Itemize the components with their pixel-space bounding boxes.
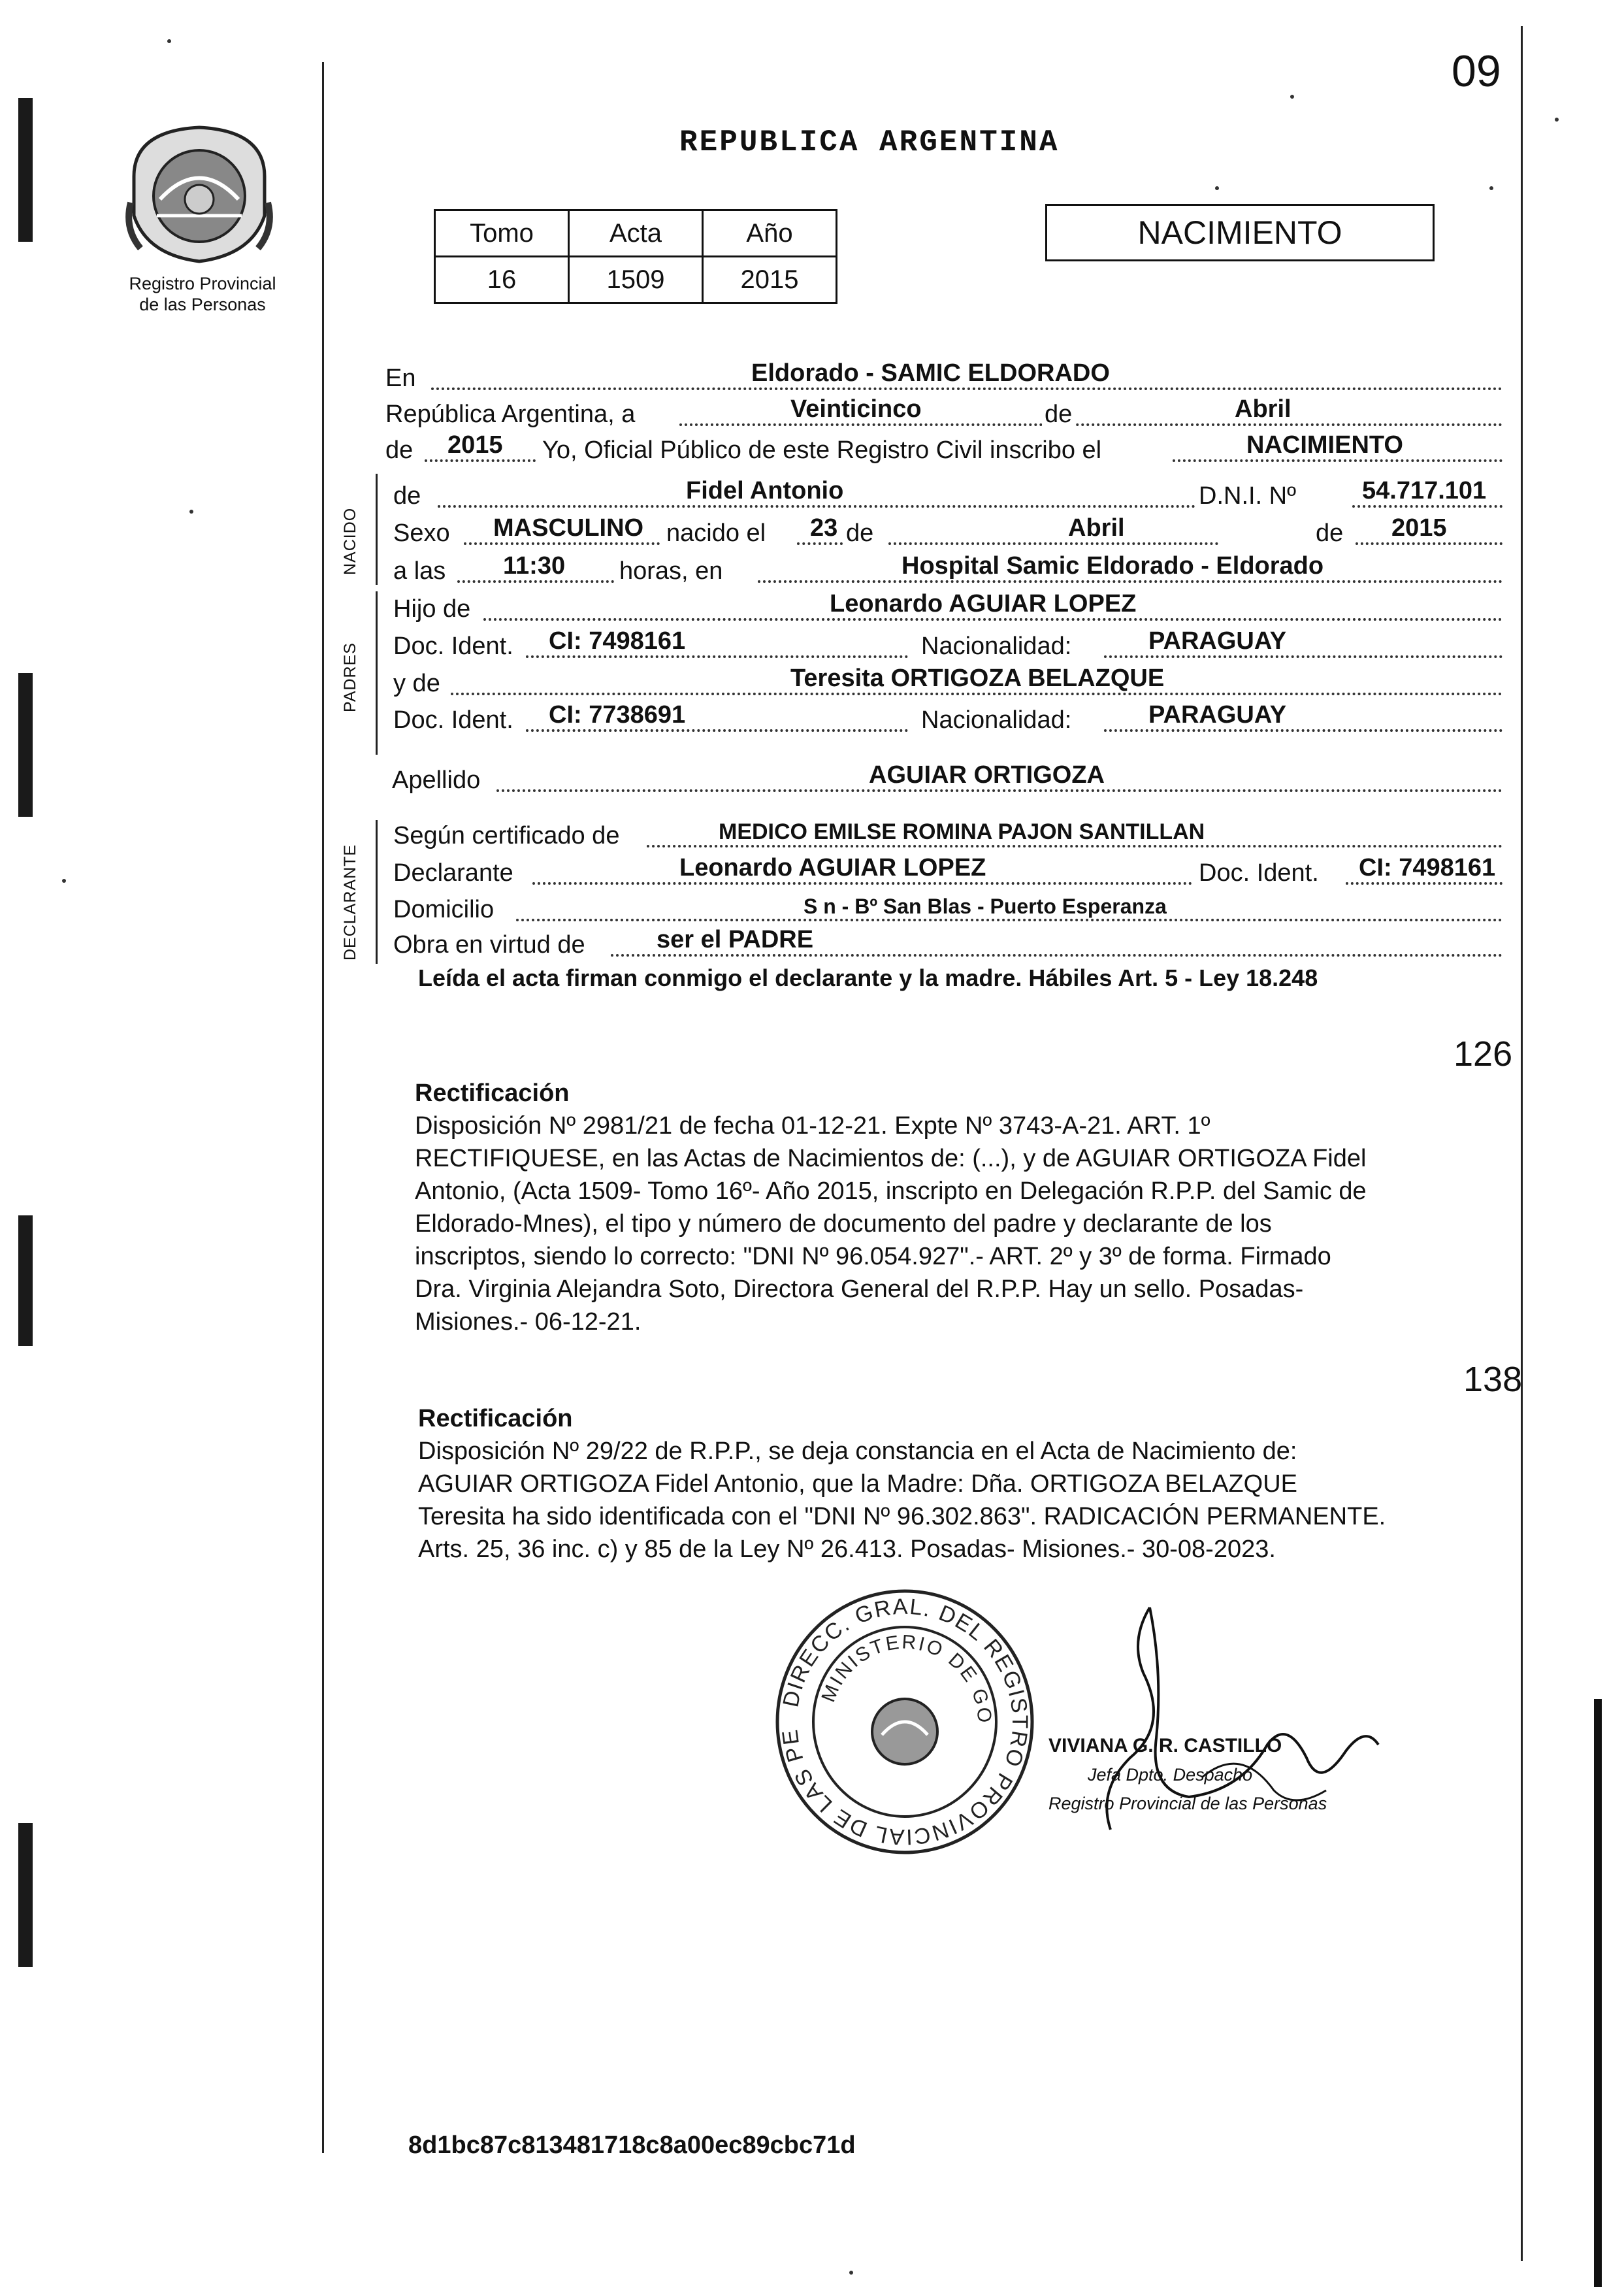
label-dni: D.N.I. Nº xyxy=(1199,482,1296,510)
value-by-virtue: ser el PADRE xyxy=(657,926,814,953)
logo-caption-line2: de las Personas xyxy=(139,295,266,314)
label-y-de: y de xyxy=(393,670,440,697)
value-sex: MASCULINO xyxy=(493,514,644,542)
signer-block xyxy=(1048,1732,1327,1818)
value-certificate: MEDICO EMILSE ROMINA PAJON SANTILLAN xyxy=(719,819,1205,844)
bracket-nacido xyxy=(376,474,378,585)
row-father-doc xyxy=(385,624,1506,663)
bracket-declarante xyxy=(376,820,378,964)
label-obra: Obra en virtud de xyxy=(393,931,585,959)
label-sexo: Sexo xyxy=(393,519,450,547)
value-declarant: Leonardo AGUIAR LOPEZ xyxy=(679,854,986,881)
ref-value-ano: 2015 xyxy=(703,257,837,303)
ref-header-ano: Año xyxy=(703,210,837,257)
label-yo: Yo, Oficial Público de este Registro Civil inscribo el xyxy=(542,436,1102,464)
scan-speck xyxy=(189,510,193,514)
value-birth-day: 23 xyxy=(810,514,838,542)
svg-text:MINISTERIO DE GOBIERNO: MINISTERIO DE GO xyxy=(817,1631,996,1726)
label-domicilio: Domicilio xyxy=(393,896,495,923)
label-de-year: de xyxy=(385,436,414,464)
note-1-title: Rectificación xyxy=(415,1079,570,1107)
row-declarant xyxy=(385,851,1506,890)
note-1-line: Eldorado-Mnes), el tipo y número de documento del padre y declarante de los xyxy=(415,1210,1272,1238)
value-birth-place: Hospital Samic Eldorado - Eldorado xyxy=(901,552,1324,580)
note-1-line: inscriptos, siendo lo correcto: "DNI Nº 96.054.927".- ART. 2º y 3º de forma. Firmado xyxy=(415,1243,1331,1270)
label-declarante: Declarante xyxy=(393,859,513,887)
label-hijo: Hijo de xyxy=(393,595,471,623)
scan-speck xyxy=(62,879,66,883)
scan-edge-mark xyxy=(18,98,33,242)
row-mother xyxy=(385,661,1506,700)
signer-org: Registro Provincial de las Personas xyxy=(1048,1794,1327,1813)
row-address xyxy=(385,887,1506,927)
bracket-padres xyxy=(376,591,378,755)
note-2-line: Disposición Nº 29/22 de R.P.P., se deja constancia en el Acta de Nacimiento de: xyxy=(418,1438,1297,1465)
note-2-number: 138 xyxy=(1463,1360,1523,1399)
note-2-line: Teresita ha sido identificada con el "DNI Nº 96.302.863". RADICACIÓN PERMANENTE. xyxy=(418,1503,1386,1530)
value-mother: Teresita ORTIGOZA BELAZQUE xyxy=(790,665,1165,692)
label-nac2: Nacionalidad: xyxy=(921,706,1072,734)
signer-role: Jefa Dpto. Despacho xyxy=(1088,1765,1253,1785)
page-edge-right xyxy=(1594,1699,1602,2287)
row-name xyxy=(385,474,1506,513)
side-label-declarante: DECLARANTE xyxy=(341,844,359,961)
row-sex xyxy=(385,511,1506,550)
label-de-month: de xyxy=(1042,401,1075,429)
closing-statement: Leída el acta firman conmigo el declarante y la madre. Hábiles Art. 5 - Ley 18.248 xyxy=(418,964,1318,991)
note-1-line: Misiones.- 06-12-21. xyxy=(415,1308,641,1336)
note-1-line: Disposición Nº 2981/21 de fecha 01-12-21. Expte Nº 3743-A-21. ART. 1º xyxy=(415,1112,1210,1140)
value-mother-nationality: PARAGUAY xyxy=(1148,701,1287,729)
document-hash: 8d1bc87c813481718c8a00ec89cbc71d xyxy=(408,2131,856,2159)
scan-speck xyxy=(849,2271,853,2275)
value-time: 11:30 xyxy=(503,552,566,580)
row-date xyxy=(385,392,1506,431)
scan-edge-mark xyxy=(18,1823,33,1967)
row-surname xyxy=(385,758,1506,797)
label-de-name: de xyxy=(393,482,421,510)
ref-value-tomo: 16 xyxy=(435,257,569,303)
note-1-line: Dra. Virginia Alejandra Soto, Directora General del R.P.P. Hay un sello. Posadas- xyxy=(415,1275,1304,1303)
logo-caption-line1: Registro Provincial xyxy=(129,274,276,293)
label-a-las: a las xyxy=(393,557,446,585)
value-father-nationality: PARAGUAY xyxy=(1148,627,1287,655)
row-certificate xyxy=(385,814,1506,853)
record-type-box: NACIMIENTO xyxy=(1045,204,1435,261)
value-place: Eldorado - SAMIC ELDORADO xyxy=(751,359,1110,387)
province-seal-logo xyxy=(121,118,278,268)
note-2-line: AGUIAR ORTIGOZA Fidel Antonio, que la Madre: Dña. ORTIGOZA BELAZQUE xyxy=(418,1470,1297,1498)
svg-text:DIRECC. GRAL. DEL REGISTRO PRO: DIRECC. GRAL. DEL REGISTRO PROVINCIAL DE LAS PE xyxy=(777,1594,1033,1850)
note-1-number: 126 xyxy=(1453,1034,1513,1074)
document-title: REPUBLICA ARGENTINA xyxy=(679,125,1060,159)
row-by-virtue xyxy=(385,923,1506,962)
value-day: Veinticinco xyxy=(790,395,922,423)
value-father-doc: CI: 7498161 xyxy=(549,627,686,655)
row-time xyxy=(385,549,1506,588)
label-republica: República Argentina, a xyxy=(385,401,636,428)
margin-line-right xyxy=(1521,26,1523,2261)
value-address: S n - Bº San Blas - Puerto Esperanza xyxy=(804,895,1167,918)
label-de-m: de xyxy=(846,519,874,547)
row-father xyxy=(385,587,1506,626)
label-de-y: de xyxy=(1313,519,1346,548)
scan-edge-mark xyxy=(18,673,33,817)
value-dni: 54.717.101 xyxy=(1362,477,1487,504)
ref-header-tomo: Tomo xyxy=(435,210,569,257)
label-nac1: Nacionalidad: xyxy=(921,633,1072,660)
scan-speck xyxy=(1489,186,1493,190)
value-year: 2015 xyxy=(447,431,503,459)
logo-caption xyxy=(105,273,300,315)
value-mother-doc: CI: 7738691 xyxy=(549,701,686,729)
value-event: NACIMIENTO xyxy=(1246,431,1403,459)
value-father: Leonardo AGUIAR LOPEZ xyxy=(830,590,1137,617)
label-doc2: Doc. Ident. xyxy=(393,706,513,734)
row-place xyxy=(385,356,1506,395)
official-stamp xyxy=(768,1585,1042,1862)
value-name: Fidel Antonio xyxy=(686,477,844,504)
scan-edge-mark xyxy=(18,1215,33,1346)
value-declarant-doc: CI: 7498161 xyxy=(1359,854,1496,881)
label-apellido: Apellido xyxy=(392,766,481,794)
ref-value-acta: 1509 xyxy=(569,257,703,303)
value-month: Abril xyxy=(1235,395,1291,423)
ref-header-acta: Acta xyxy=(569,210,703,257)
row-mother-doc xyxy=(385,698,1506,737)
label-doc3: Doc. Ident. xyxy=(1199,859,1319,887)
note-1-line: RECTIFIQUESE, en las Actas de Nacimientos de: (...), y de AGUIAR ORTIGOZA Fidel xyxy=(415,1145,1367,1172)
note-2-line: Arts. 25, 36 inc. c) y 85 de la Ley Nº 26.413. Posadas- Misiones.- 30-08-2023. xyxy=(418,1536,1276,1563)
scan-speck xyxy=(167,39,171,43)
note-2-body xyxy=(418,1435,1476,1566)
label-en: En xyxy=(385,365,416,392)
note-1-body xyxy=(415,1110,1480,1338)
reference-table xyxy=(434,209,837,304)
note-2-title: Rectificación xyxy=(418,1405,573,1432)
value-surname: AGUIAR ORTIGOZA xyxy=(869,761,1105,789)
note-1-line: Antonio, (Acta 1509- Tomo 16º- Año 2015, inscripto en Delegación R.P.P. del Samic de xyxy=(415,1177,1367,1205)
label-doc1: Doc. Ident. xyxy=(393,633,513,660)
label-nacido: nacido el xyxy=(666,519,766,547)
label-segun: Según certificado de xyxy=(393,822,620,849)
side-label-nacido: NACIDO xyxy=(341,507,359,575)
label-horas: horas, en xyxy=(619,557,723,585)
value-birth-month: Abril xyxy=(1068,514,1125,542)
scan-speck xyxy=(1290,95,1294,99)
scan-speck xyxy=(1555,118,1559,122)
row-year xyxy=(385,428,1506,467)
page-number: 09 xyxy=(1452,46,1501,96)
value-birth-year: 2015 xyxy=(1391,514,1447,542)
signer-name: VIVIANA G. R. CASTILLO xyxy=(1048,1735,1282,1756)
side-label-padres: PADRES xyxy=(341,642,359,712)
margin-line-left xyxy=(322,62,324,2153)
scan-speck xyxy=(1215,186,1219,190)
